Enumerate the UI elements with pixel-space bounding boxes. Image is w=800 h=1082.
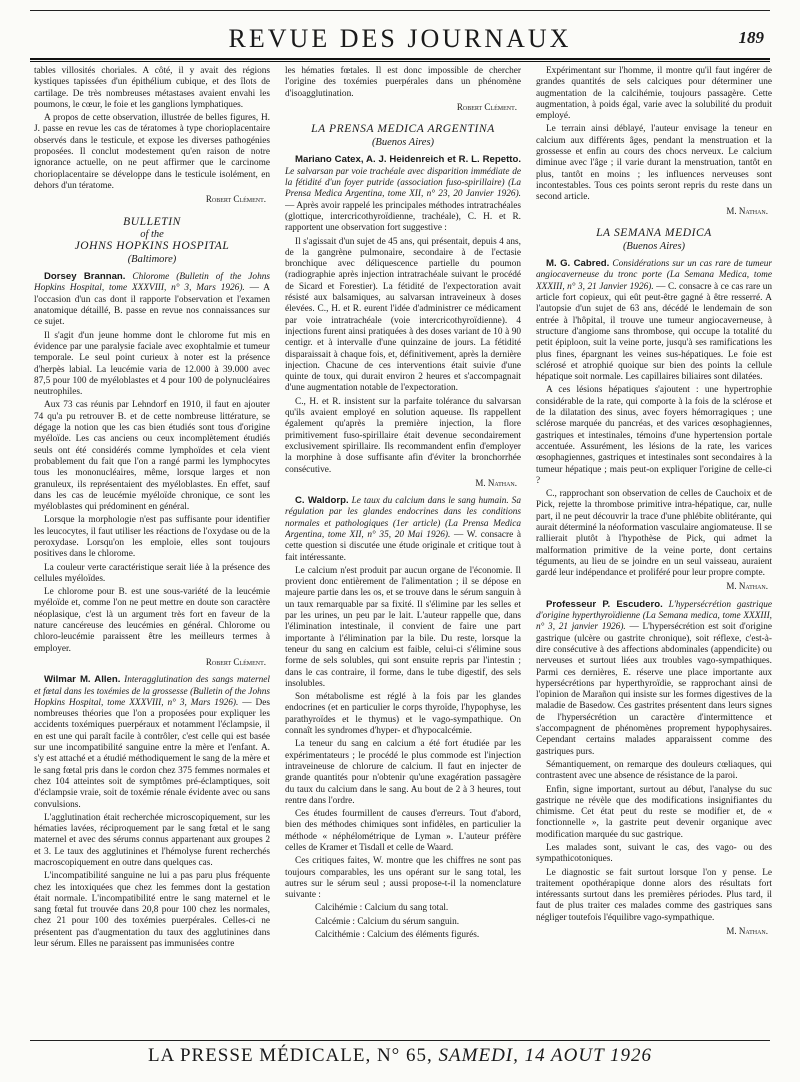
paragraph: A propos de cette observation, illustrée de belles figures, H. J. passe en revue les cas de tératomes à type chorioplacentaire observés dans le testicule, et expose les diverses pathogénies proposées. Il conclut modestement qu'en raison de notre ignorance actuelle, on ne peut affirmer que le carcinome chorioplacentaire se développe dans le testicule isolément, en dehors d'un tératome. [34,113,270,191]
author-signature: Robert Clément. [205,656,266,667]
section-city: (Buenos Aires) [371,137,435,149]
footer-journal: LA PRESSE MÉDICALE, N° 65, [147,1045,433,1066]
nomenclature-item: Calcémie : Calcium du sérum sanguin. [315,916,460,927]
paragraph: A ces lésions hépatiques s'ajoutent : une hypertrophie considérable de la rate, qui comporte à la fois de la sclérose et de la dilatation des sinus, avec foyers hémorragiques ; une sclérose marquée du pancréas, et des varices œsophagiennes, gastriques et intestinales, témoins d'une hypertension portale accentuée. Assurément, les lésions de la rate, les varices œsophagiennes, gastriques et intestinales sont secondaires à la tumeur hépatique ; mais peut-on expliquer l'origine de celle-ci ? [536,385,772,486]
article-author: Mariano Catex, A. J. Heidenreich et R. L. Repetto. [295,154,521,166]
paragraph: tables villosités choriales. A côté, il y avait des régions kystiques tapissées d'un épithélium cubique, et des îlots de cartilage. De très nombreuses métastases avaient envahi les poumons, le cœur, le foie et les ganglions lymphatiques. [34,66,270,110]
paragraph: Il s'agit d'un jeune homme dont le chlorome fut mis en évidence par une paralysie faciale avec exophtalmie et tumeur temporale. Le seul point curieux à noter est la présence d'herpès labial. La leucémie varia de 12.000 à 39.000 avec 87,5 pour 100 de myéloblastes et 4 pour 100 de polynucléaires neutrophiles. [34,330,270,398]
article-text: — L'hypersécrétion est soit d'origine gastrique (ulcère ou gastrite chronique), soit réflexe, c'est-à-dire consécutive à des affections abdominales (appendicite) ou nerveuses et surtout liées aux troubles vago-sympathiques. Parmi ces dernières, E. réserve une place importante aux hypersécrétions par hyperthyroïdie, se rapprochant ainsi de l'opinion de Marañon qui insiste sur les formes digestives de la maladie de Basedow. Ces gastrites présentent dans leurs signes de l'hypersécrétion un caractère d'intermittence et s'accompagnent de phénomènes proprement hypophysaires. Cependant certains malades apparaissent comme des gastriques purs. [536,622,772,757]
page-footer [30,1040,770,1071]
page-number: 189 [738,28,764,47]
article-author: M. G. Cabred. [546,258,610,270]
article-columns [34,66,772,1026]
section-title-journal: JOHNS HOPKINS HOSPITAL [74,239,230,252]
article-reference: (1er article) (La Prensa Medica Argentina, tome XII, n° 35, 20 Mai 1926). [285,518,521,540]
article-title: Le salvarsan par voie trachéale avec disparition immédiate de la fétidité d'un foyer putride (association fuso-spirillaire) [285,166,521,189]
article-author: Dorsey Brannan. [44,271,126,283]
article-reference: (La Semana medica, tome XXXIII, n° 3, 21 janvier 1926). [536,611,772,633]
paragraph: Son métabolisme est réglé à la fois par les glandes endocrines (et en particulier le corps thyroïde, l'hypophyse, les parathyroïdes et le thymus) et le vago-sympathique. On connaît les syndromes d'hyper- et d'hypocalcémie. [285,692,521,737]
paragraph: Le calcium n'est produit par aucun organe de l'économie. Il provient donc entièrement de l'alimentation ; il se dépose en majeure partie dans les os, et se trouve dans le sérum sanguin à un taux remarquable par sa fixité. Il s'élimine par les selles et par les urines, un peu par le lait. L'auteur rappelle que, dans l'élimination intestinale, il convient de faire une part importante à l'élimination par la bile. Du reste, lorsque la teneur du sang en calcium est faible, celui-ci s'élimine sous forme de sels solubles, qui sont ensuite repris par l'intestin ; dans le cas contraire, il forme, dans le tube digestif, des sels insolubles. [285,565,521,689]
article-title: Interagglutination des sangs maternel et fœtal dans les toxémies de la grossesse [34,675,270,697]
paragraph: Le chlorome pour B. est une sous-variété de la leucémie myéloïde et, comme l'on ne peut mettre en doute son caractère néoplasique, c'est là un argument très fort en faveur de la nature cancéreuse des leucémies en général. Chlorome ou chloro-leucémie paraissent être les meilleurs termes à employer. [34,587,270,654]
author-signature: Robert Clément. [205,194,266,205]
paragraph: Le terrain ainsi déblayé, l'auteur envisage la teneur en calcium aux différents âges, pendant la menstruation et la grossesse et enfin au cours des chocs nerveux. Le calcium diminue avec l'âge ; il varie durant la menstruation, tantôt en plus, tantôt en moins ; les influences nerveuses sont incontestables. Tous ces points seront repris du reste dans un second article. [536,124,772,203]
paragraph: La couleur verte caractéristique serait liée à la présence des cellules myéloïdes. [34,562,270,584]
author-signature: M. Nathan. [726,926,768,937]
paragraph: L'incompatibilité sanguine ne lui a pas paru plus fréquente chez les intoxiquées que chez les femmes dont la gestation était normale. L'incompatibilité entre le sang maternel et le sang fœtal fut trouvée dans 20,8 pour 100 chez les normales, chez 21 pour 100 des toxémies puerpérales. Celles-ci ne présentent pas d'augmentation du taux des agglutinines dans leur sérum. Elles ne paraissent pas immunisées contre [34,871,270,950]
section-title: BULLETIN [123,215,181,228]
article-reference: (La Semana Medica, tome XXXIII, n° 3, 21 Janvier 1926). [536,270,772,292]
article-title: Considérations sur un cas rare de tumeur angiocaverneuse du tronc porte [536,259,772,281]
paragraph: C., rapprochant son observation de celles de Cauchoix et de Pick, rejette la thrombose primitive intra-hépatique, car, nulle part, il ne peut découvrir la trace d'une phlébite oblitérante, qui aurait déterminé la néoformation vasculaire angiomateuse. Il se rallierait plutôt à l'hypothèse de Pick, qui admet la malformation primitive de la veine porte, dont certains téguments, au lieu de se joindre en un seul vaisseau, auraient gardé leur indépendance et proliféré pour leur propre compte. [536,489,772,579]
article-text: — C. consacre à ce cas rare un article fort copieux, qui eût peut-être gagné à être resserré. A l'autopsie d'un sujet de 63 ans, décédé le lendemain de son entrée à l'hôpital, il trouve une tumeur angiocaverneuse, à structure d'angiome sans thrombose, qui occupe la totalité du petit épiploon, suit la veine porte, jusqu'à ses ramifications les plus fines, épargnant les veines sus-hépatiques. Le foie est sclérosé et atrophié quoique sur bien des points la cellule hépatique soit normale. Les capillaires biliaires sont dilatées. [536,281,772,383]
author-signature: M. Nathan. [726,205,768,216]
article-text: — Des nombreuses théories que l'on a proposées pour expliquer les accidents toxémiques puerpéraux et notamment l'éclampsie, il en est une qui paraît facile à contrôler, c'est celle qui est basée sur une incompatibilité sanguine entre la mère et l'enfant. A. s'y est attaché et a étudié méthodiquement le sang de la mère et le sang fœtal pris dans le cordon chez 375 femmes normales et chez 104 atteintes soit de symptômes pré-éclamptiques, soit d'éclampsie vraie, soit de toxémie rénale évidente avec ou sans convulsions. [34,697,270,810]
paragraph: C., H. et R. insistent sur la parfaite tolérance du salvarsan qu'ils avaient employé en solution aqueuse. Ils rappellent également qu'après la première injection, la flore primitivement fuso-spirillaire était devenue secondairement exclusivement spirillaire. Ils recommandent enfin d'employer la morphine à dose suffisante afin d'éviter la bronchorrhée consécutive. [285,396,521,475]
page-header-title: REVUE DES JOURNAUX [228,24,572,53]
author-signature: M. Nathan. [475,477,517,488]
article-title: Le taux du calcium dans le sang humain. Sa régulation par les glandes endocrines dans les conditions normales et pathologiques [285,496,521,529]
footer-date: SAMEDI, 14 AOUT 1926 [438,1045,653,1066]
section-city: (Baltimore) [127,253,177,265]
paragraph: Lorsque la morphologie n'est pas suffisante pour identifier les leucocytes, il faut utiliser les réactions de l'oxydase ou de la peroxydase. Lorsqu'on les emploie, elles sont toujours positives dans le chlorome. [34,515,270,560]
section-title: LA SEMANA MEDICA [596,226,712,239]
paragraph: Les malades sont, suivant le cas, des vago- ou des sympathicotoniques. [536,843,772,865]
article-author: Professeur P. Escudero. [546,598,663,610]
paragraph: L'agglutination était recherchée microscopiquement, sur les hématies lavées, réciproquement par le sang fœtal et le sang maternel et avec des sérums connus appartenant aux groupes 2 et 3. Le taux des agglutinines et l'hémolyse furent recherchés macroscopiquement en outre dans quelques cas. [34,812,270,868]
article-text: — A l'occasion d'un cas dont il rapporte l'observation et l'examen anatomique détaillé, B. passe en revue nos connaissances sur ce sujet. [34,283,270,328]
paragraph: Ces études fourmillent de causes d'erreurs. Tout d'abord, bien des méthodes chimiques sont infidèles, en particulier la méthode « néphélométrique de Lyman ». L'auteur préfère celles de Kramer et Tisdall et celle de Waard. [285,809,521,853]
column-right [536,66,772,1026]
paragraph: Enfin, signe important, surtout au début, l'analyse du suc gastrique ne révèle que des modifications insignifiantes du chimisme. Cet état peut du reste se modifier et, de « fonctionnelle », la gastrite peut devenir organique avec modification marquée du suc gastrique. [536,784,772,840]
paragraph: Sémantiquement, on remarque des douleurs cœliaques, qui contrastent avec une absence de résistance de la paroi. [536,759,772,782]
article-text: — W. consacre à cette question si discutée une étude originale et critique tout à fait intéressante. [285,529,521,563]
paragraph: Le diagnostic se fait surtout lorsque l'on y pense. Le traitement opothérapique donne alors des résultats fort intéressants surtout dans les premières périodes. Plus tard, il faut de plus traiter ces malades comme des gastriques sans négliger toutefois l'équilibre vago-sympathique. [536,867,772,923]
author-signature: Robert Clément. [456,101,517,112]
article-reference: (Bulletin of the Johns Hopkins Hospital, tome XXXVIII, n° 3, Mars 1926). [34,686,270,708]
article-reference: (La Prensa Medica Argentina, tome XII, n° 23, 20 Janvier 1926). [285,178,521,200]
paragraph: Il s'agissait d'un sujet de 45 ans, qui présentait, depuis 4 ans, de la gangrène pulmonaire, secondaire à de l'ectasie bronchique avec déliquescence partielle du poumon (radiographie après injection intratrachéale suivant le procédé de Sicard et Forestier). La fétidité de l'expectoration avait résisté aux balsamiques, au salvarsan intraveineux à doses élevées. C., H. et R. eurent l'idée d'administrer ce médicament par voie intratrachéale (voie intercricothyroïdienne). 4 injections furent ainsi pratiquées à des doses variant de 10 à 90 centigr. et à intervalle d'une quinzaine de jours. La fétidité disparaissait à chaque fois, et, définitivement, après la dernière injection. Chacune de ces interventions était suivie d'une quinte de toux, qui durait environ 2 heures et s'accompagnait d'une augmentation notable de l'expectoration. [285,236,521,394]
article-reference: (Bulletin of the Johns Hopkins Hospital, tome XXXVIII, n° 3, Mars 1926). [34,272,270,294]
article-author: Wilmar M. Allen. [44,674,121,686]
column-left [34,66,270,1026]
nomenclature-item: Calcihémie : Calcium du sang total. [315,903,449,914]
author-signature: M. Nathan. [726,581,768,592]
paragraph: Expérimentant sur l'homme, il montre qu'il faut ingérer de grandes quantités de sels calciques pour déterminer une augmentation de la calcihémie, toujours passagère. Cette augmentation, à poids égal, varie avec la solubilité du produit employé. [536,66,772,122]
paragraph: La teneur du sang en calcium a été fort étudiée par les expérimentateurs ; le procédé le plus commode est l'injection intraveineuse de chlorure de calcium. Il faut en injecter de grande quantités pour n'obtenir qu'une exagération passagère du taux du calcium dans le sang. Au bout de 2 à 3 heures, tout rentre dans l'ordre. [285,739,521,806]
article-author: C. Waldorp. [295,495,349,507]
section-subtitle: of the [140,228,164,240]
section-city: (Buenos Aires) [622,240,686,252]
article-title: L'hypersécrétion gastrique d'origine hyperthyroïdienne [536,599,772,622]
article-text: — Après avoir rappelé les principales méthodes intratrachéales (glottique, intercricothyroïdienne, trachéale), C. H. et R. rapportent une observation fort suggestive : [285,200,521,234]
paragraph: Ces critiques faites, W. montre que les chiffres ne sont pas toujours comparables, les uns opérant sur le sang total, les autres sur le sérum seul ; aussi propose-t-il la nomenclature suivante : [285,856,521,901]
header-rule [30,58,770,60]
nomenclature-item: Calcithémie : Calcium des éléments figurés. [315,930,480,941]
column-middle [285,66,521,1026]
top-rule [30,10,770,11]
article-title: Chlorome [132,272,170,283]
paragraph: Aux 73 cas réunis par Lehndorf en 1910, il faut en ajouter 74 qu'a pu retrouver B. et de cette nombreuse littérature, se dégage la notion que les cas bien étudiés sont tous d'origine myéloïde. Les cas anciens ou ceux incomplètement étudiés seuls ont été considérés comme lymphoïdes et cela vient probablement du fait que l'on a rangé parmi les lymphocytes tous les mononucléaires, même, lorsque larges et non granuleux, ils représentaient des myéloblastes. En effet, sauf dans les cas de leucémie myéloïde chronique, ce sont les myéloblastes qui prédominent en général. [34,400,270,513]
paragraph: les hématies fœtales. Il est donc impossible de chercher l'origine des toxémies puerpérales dans un phénomène d'isoagglutination. [285,66,521,99]
section-title: LA PRENSA MEDICA ARGENTINA [311,123,495,136]
header-rule-thin [30,61,770,62]
